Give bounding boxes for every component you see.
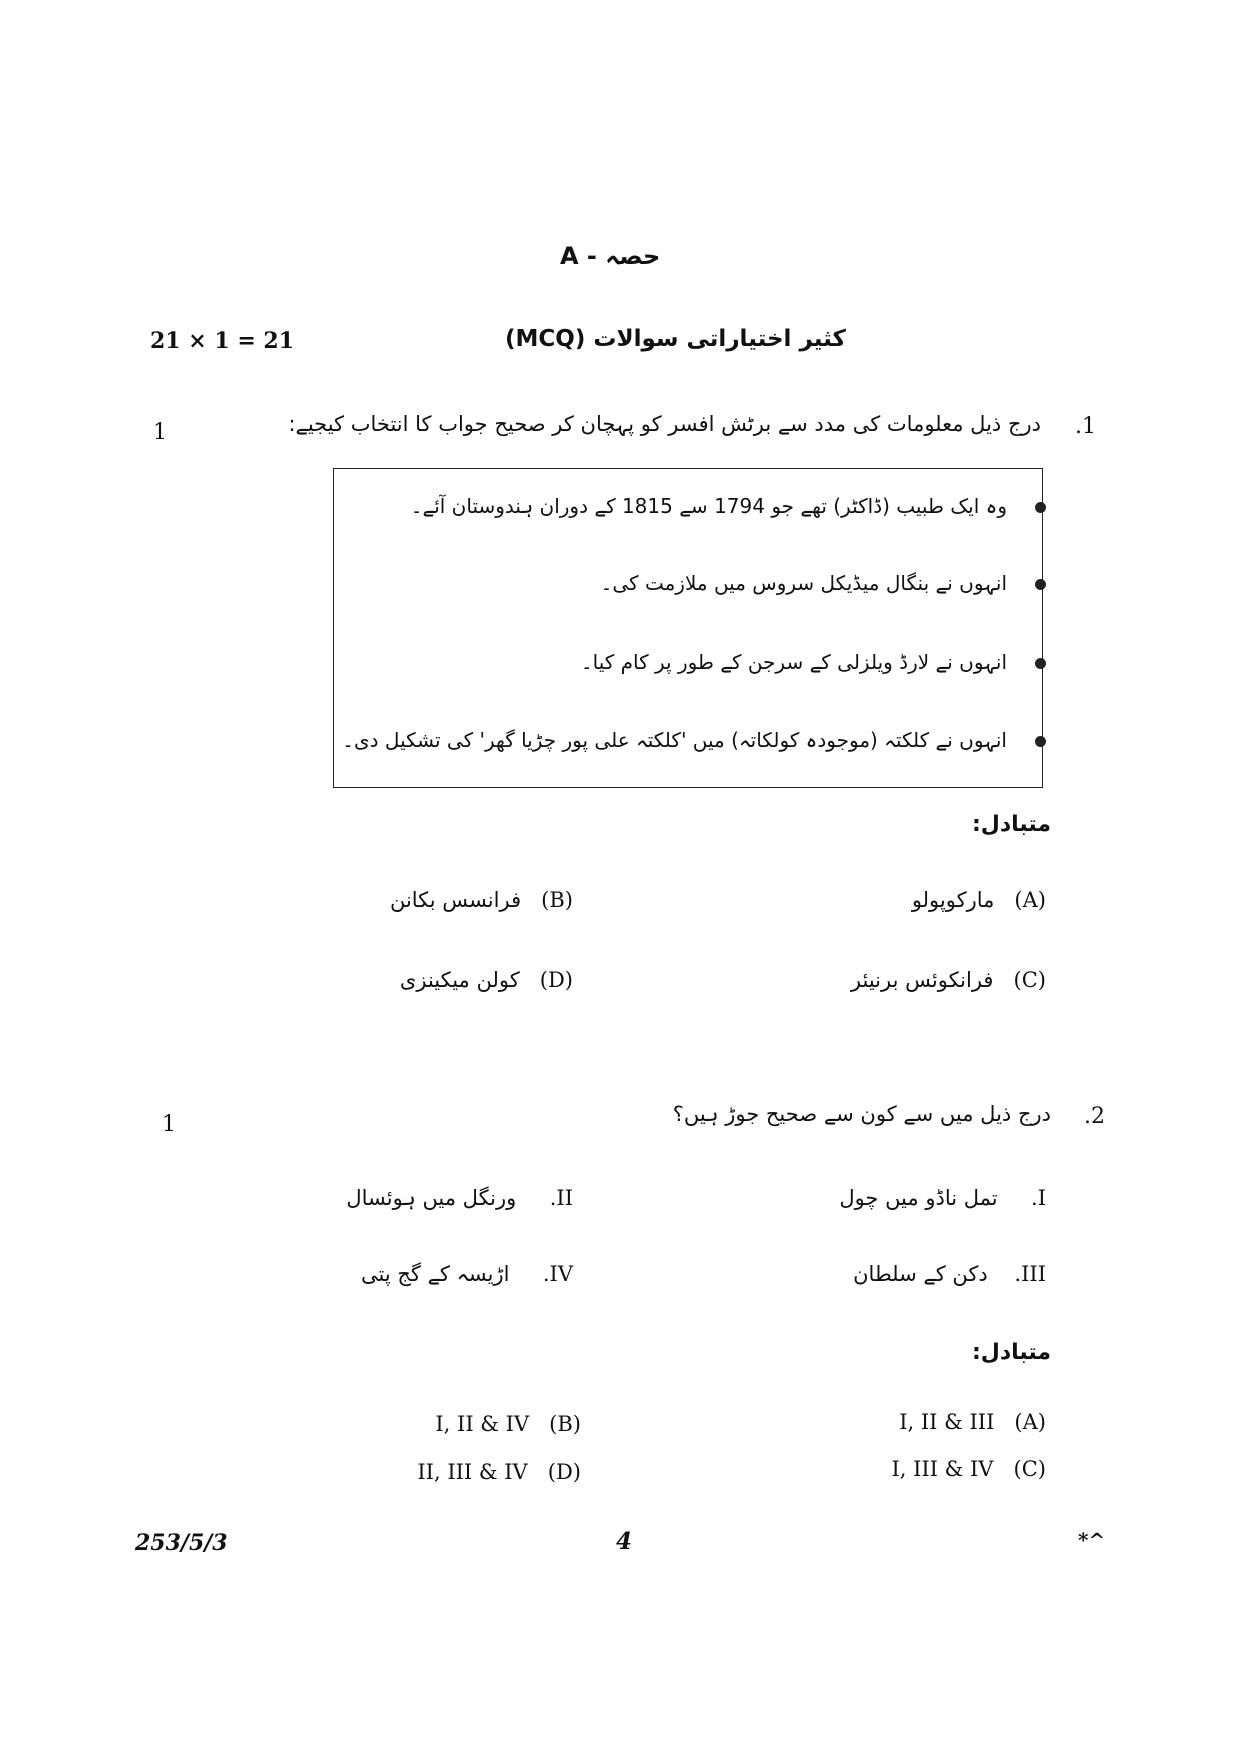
q1-bullet: انہوں نے لارڈ ویلزلی کے سرجن کے طور پر کام کیا۔: [581, 650, 1046, 674]
page-number: 4: [616, 1528, 633, 1555]
q2-marks: 1: [162, 1112, 176, 1137]
q2-pair-i: I. تمل ناڈو میں چول: [839, 1186, 1046, 1210]
q1-option-c[interactable]: (C) فرانکوئس برنیئر: [850, 968, 1046, 992]
section-marks: 21 × 1 = 21: [150, 328, 295, 354]
q1-option-b[interactable]: (B) فرانسس بکانن: [389, 888, 573, 912]
q1-marks: 1: [153, 420, 167, 445]
q1-bullet: انہوں نے کلکتہ (موجودہ کولکاتہ) میں 'کلکتہ علی پور چڑیا گھر' کی تشکیل دی۔: [342, 728, 1046, 752]
q2-option-c[interactable]: (C) I, III & IV: [891, 1457, 1046, 1481]
bullet-icon: [1035, 658, 1046, 669]
paper-code: 253/5/3: [135, 1530, 228, 1556]
q1-bullet: وہ ایک طبیب (ڈاکٹر) تھے جو 1794 سے 1815 کے دوران ہندوستان آئے۔: [411, 494, 1046, 518]
bullet-icon: [1035, 736, 1046, 747]
q2-option-a[interactable]: (A) I, II & III: [899, 1410, 1046, 1434]
q2-number: .2: [1084, 1104, 1105, 1129]
q1-option-a[interactable]: (A) مارکوپولو: [911, 888, 1046, 912]
q2-option-d[interactable]: (D) II, III & IV: [417, 1460, 581, 1484]
q1-alternatives-label: متبادل:: [971, 812, 1051, 837]
q1-bullet: انہوں نے بنگال میڈیکل سروس میں ملازمت کی۔: [601, 571, 1046, 595]
section-subtitle: کثیر اختیاراتی سوالات (MCQ): [505, 326, 846, 352]
q2-question-text: درج ذیل میں سے کون سے صحیح جوڑ ہیں؟: [672, 1102, 1051, 1126]
q2-pair-ii: II. ورنگل میں ہوئسال: [346, 1186, 573, 1210]
footer-mark: *^: [1078, 1528, 1106, 1552]
bullet-icon: [1035, 502, 1046, 513]
q2-pair-iii: III. دکن کے سلطان: [853, 1262, 1046, 1286]
q1-option-d[interactable]: (D) کولن میکینزی: [399, 968, 573, 992]
q2-alternatives-label: متبادل:: [971, 1340, 1051, 1365]
q2-option-b[interactable]: (B) I, II & IV: [435, 1412, 581, 1436]
q1-question-text: درج ذیل معلومات کی مدد سے برٹش افسر کو پہچان کر صحیح جواب کا انتخاب کیجیے:: [288, 412, 1041, 436]
section-title: A - حصہ: [560, 242, 661, 270]
q2-pair-iv: IV. اڑیسہ کے گج پتی: [361, 1262, 573, 1286]
q1-number: .1: [1075, 414, 1096, 439]
bullet-icon: [1035, 579, 1046, 590]
